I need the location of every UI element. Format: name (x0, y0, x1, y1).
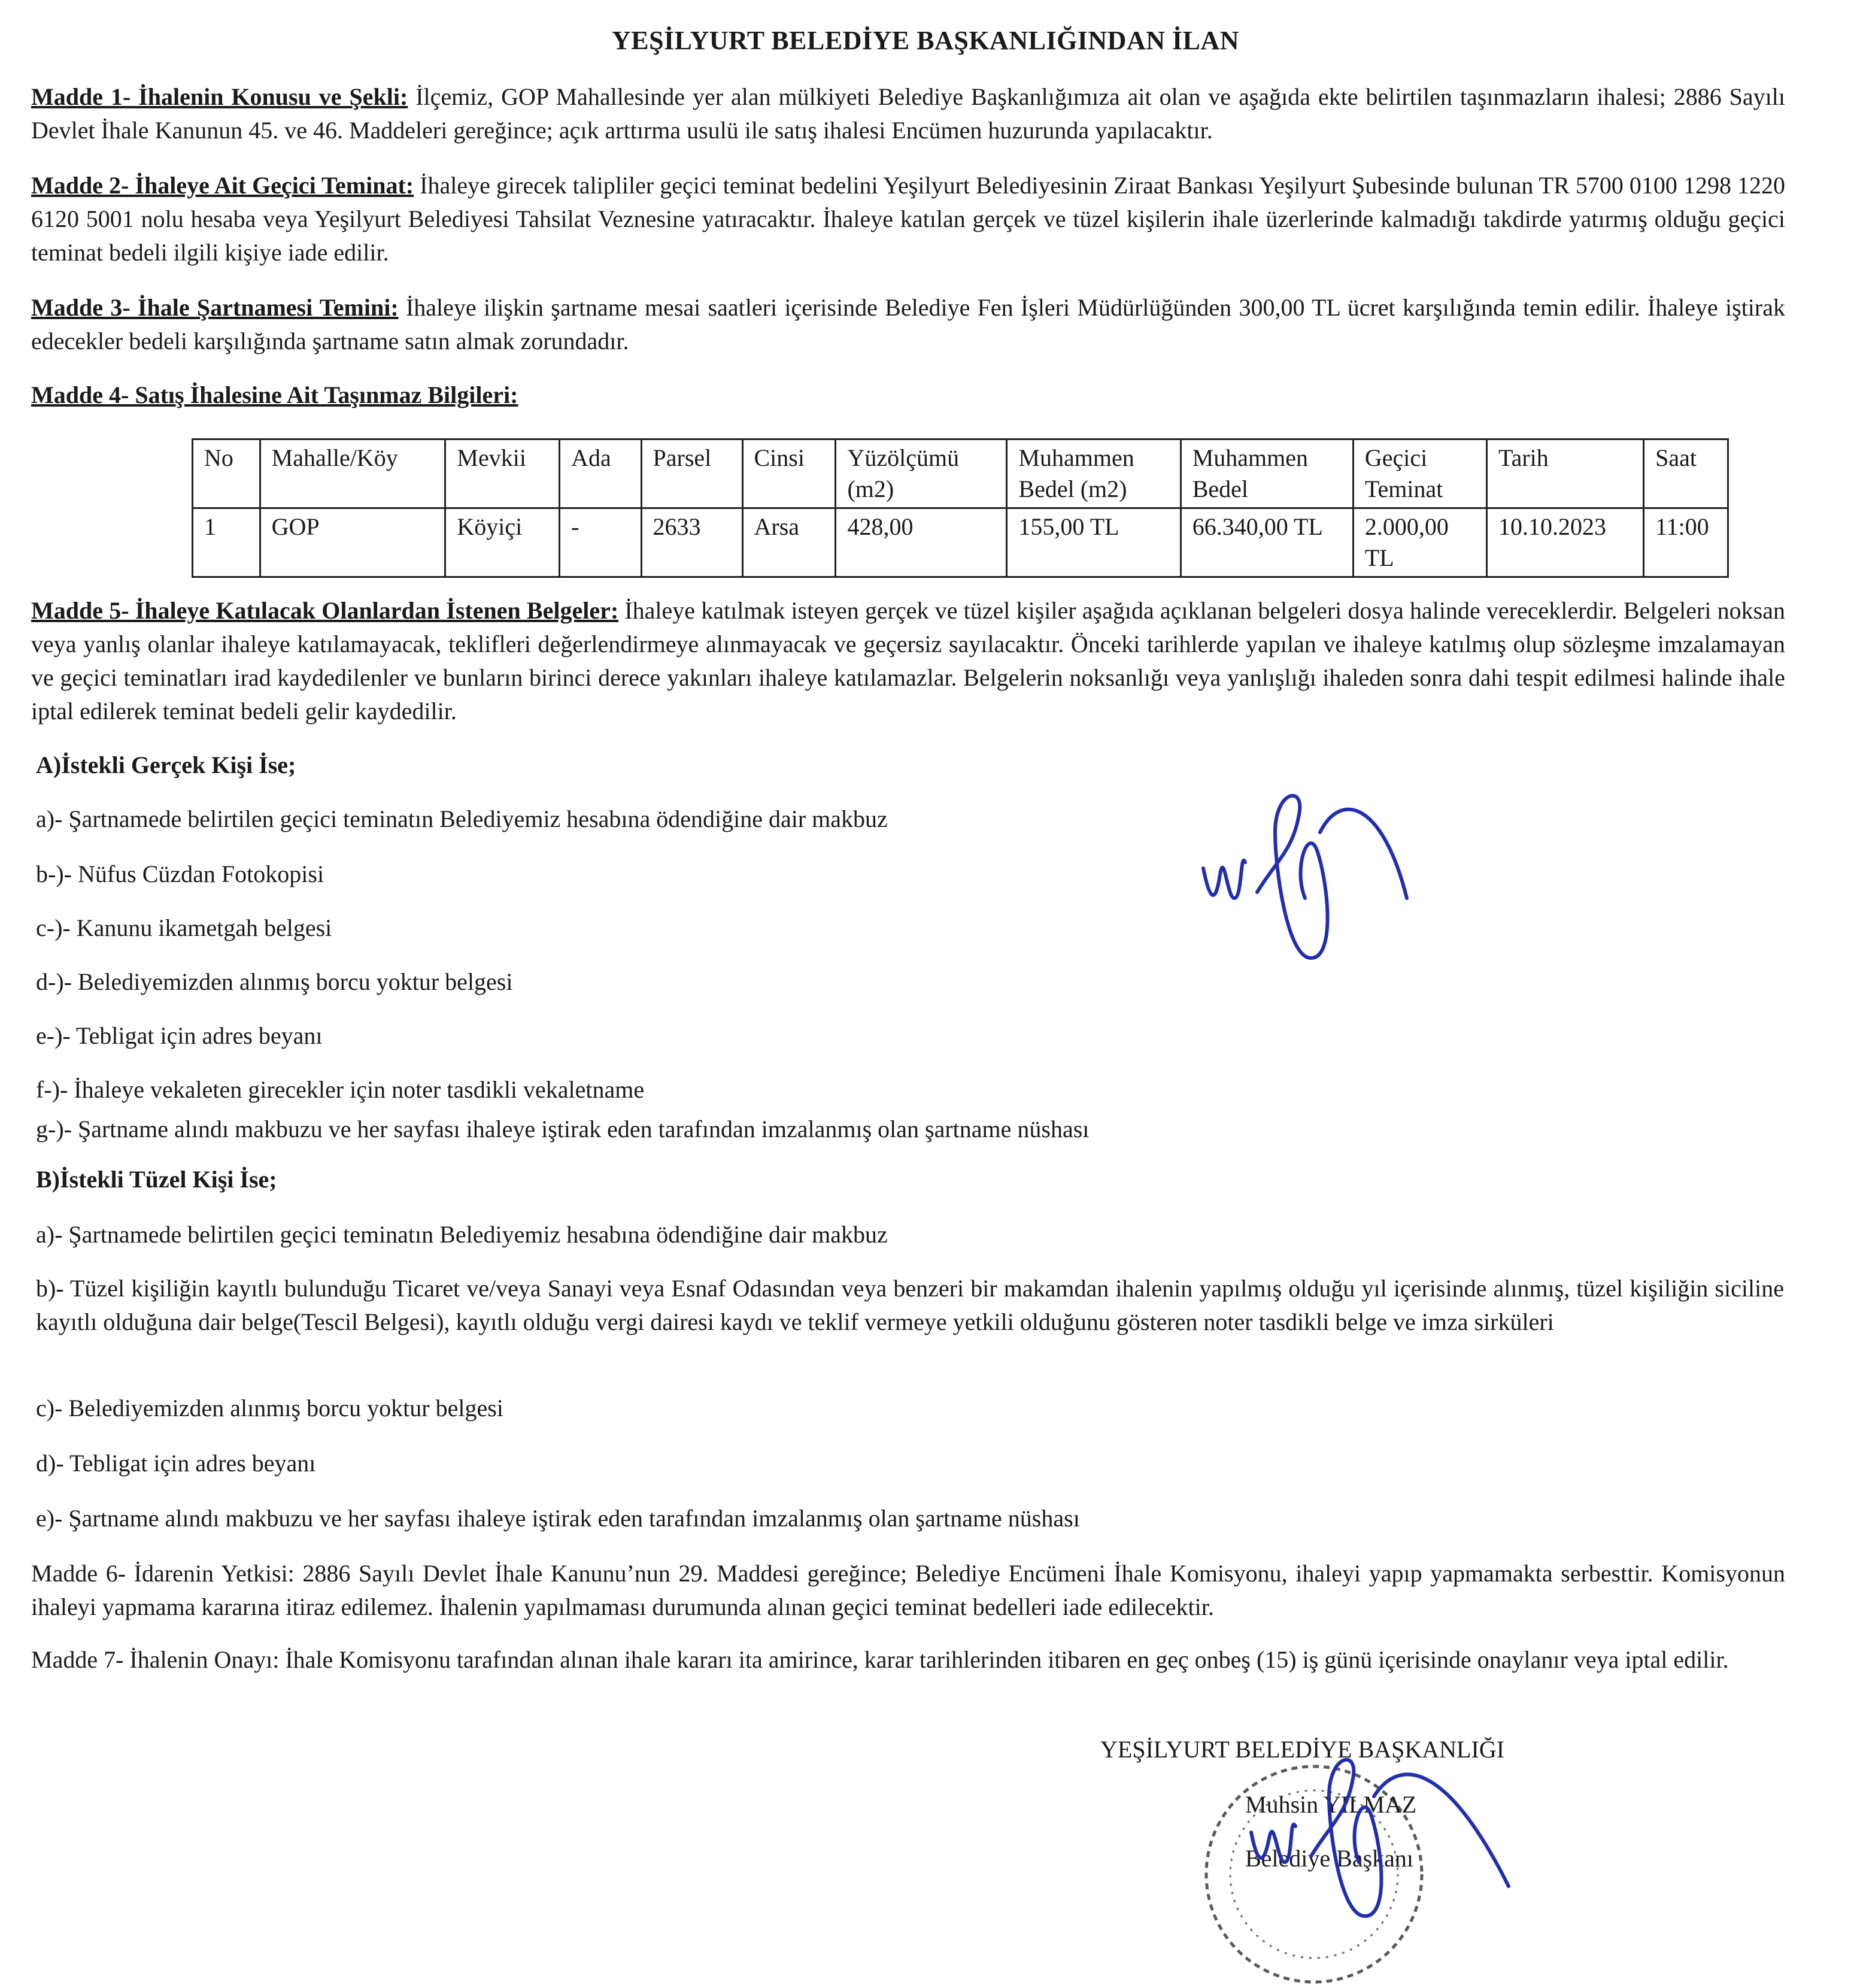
madde-1 (31, 80, 1785, 147)
cell-yuzolcumu: 428,00 (836, 508, 1007, 577)
madde-6: Madde 6- İdarenin Yetkisi: 2886 Sayılı Devlet İhale Kanunu’nun 29. Maddesi gereğince; Belediye Encümeni İhale Komisyonu, ihaleyi yapıp yapmamakta serbesttir. Komisyonun ihaleyi yapmama kararına itiraz edilemez. İhalenin yapılmaması durumunda alınan geçici teminat bedelleri iade edilecektir. (31, 1560, 1785, 1620)
cell-cinsi: Arsa (742, 508, 836, 577)
section-b-item: a)- Şartnamede belirtilen geçici teminatın Belediyemiz hesabına ödendiğine dair makbuz (36, 1221, 888, 1248)
header-muhammen-m2: Muhammen Bedel (m2) (1007, 440, 1181, 508)
madde-2 (31, 169, 1785, 269)
cell-mevkii: Köyiçi (445, 508, 560, 577)
cell-mahalle: GOP (260, 508, 445, 577)
cell-muhammen-m2: 155,00 TL (1007, 508, 1181, 577)
section-a-item: f-)- İhaleye vekaleten girecekler için noter tasdikli vekaletname (36, 1076, 645, 1103)
cell-saat: 11:00 (1644, 508, 1728, 577)
header-tarih: Tarih (1486, 440, 1643, 508)
section-a-item: b-)- Nüfus Cüzdan Fotokopisi (36, 860, 324, 887)
madde-1-text: İlçemiz, GOP Mahallesinde yer alan mülkiyeti Belediye Başkanlığımıza ait olan ve aşağıda ekte belirtilen taşınmazların ihalesi; 2886 Sayılı Devlet İhale Kanunun 45. ve 46. Maddeleri gereğince; açık arttırma usulü ile satış ihalesi Encümen huzurunda yapılacaktır. (31, 83, 1785, 144)
section-a-item: c-)- Kanunu ikametgah belgesi (36, 914, 332, 941)
header-teminat: Geçici Teminat (1353, 440, 1486, 508)
header-mahalle: Mahalle/Köy (260, 440, 445, 508)
footer-role: Belediye Başkanı (1245, 1845, 1414, 1872)
cell-parsel: 2633 (641, 508, 742, 577)
header-cinsi: Cinsi (742, 440, 836, 508)
header-yuzolcumu: Yüzölçümü (m2) (836, 440, 1007, 508)
section-a-heading: A)İstekli Gerçek Kişi İse; (36, 751, 296, 778)
cell-no: 1 (193, 508, 260, 577)
cell-teminat: 2.000,00 TL (1353, 508, 1486, 577)
madde-2-text: İhaleye girecek talipliler geçici teminat bedelini Yeşilyurt Belediyesinin Ziraat Bankası Yeşilyurt Şubesinde bulunan TR 5700 0100 1298 1220 6120 5001 nolu hesaba veya Yeşilyurt Belediyesi Tahsilat Veznesine yatıracaktır. İhaleye katılan gerçek ve tüzel kişilerin ihale üzerlerinde kalmadığı takdirde yatırmış olduğu geçici teminat bedeli ilgili kişiye iade edilir. (31, 172, 1785, 266)
madde-5-text: İhaleye katılmak isteyen gerçek ve tüzel kişiler aşağıda açıklanan belgeleri dosya halinde vereceklerdir. Belgeleri noksan veya yanlış olanlar ihaleye katılamayacak, teklifleri değerlendirmeye alınmayacak ve geçersiz sayılacaktır. Önceki tarihlerde yapılan ve ihaleye katılmış olup sözleşme imzalamayan ve geçici teminatları irad kaydedilenler ve bunların birinci derece yakınları ihaleye katılamazlar. Belgelerin noksanlığı veya yanlışlığı ihaleden sonra dahi tespit edilmesi halinde ihale iptal edilerek teminat bedeli gelir kaydedilir. (31, 597, 1785, 725)
section-b-item: d)- Tebligat için adres beyanı (36, 1450, 316, 1477)
madde-1-heading: Madde 1- İhalenin Konusu ve Şekli: (31, 83, 408, 110)
section-b-item: c)- Belediyemizden alınmış borcu yoktur belgesi (36, 1395, 503, 1422)
signature-image (1191, 778, 1419, 964)
section-b-heading: B)İstekli Tüzel Kişi İse; (36, 1166, 277, 1193)
table-row (193, 508, 1728, 577)
cell-muhammen: 66.340,00 TL (1181, 508, 1353, 577)
section-a-item: g-)- Şartname alındı makbuzu ve her sayfası ihaleye iştirak eden tarafından imzalanmış olan şartname nüshası (36, 1116, 1090, 1143)
header-no: No (193, 440, 260, 508)
section-b-item: b)- Tüzel kişiliğin kayıtlı bulunduğu Ticaret ve/veya Sanayi veya Esnaf Odasından veya benzeri bir makamdan ihalenin yapılmış olduğu yıl içerisinde alınmış, tüzel kişiliğin siciline kayıtlı olduğuna dair belge(Tescil Belgesi), kayıtlı olduğu vergi dairesi kaydı ve teklif vermeye yetkili olduğunu gösteren noter tasdikli belge ve imza sirküleri (36, 1275, 1784, 1335)
property-table (192, 438, 1729, 578)
section-a-item: e-)- Tebligat için adres beyanı (36, 1022, 323, 1049)
section-b-item: e)- Şartname alındı makbuzu ve her sayfası ihaleye iştirak eden tarafından imzalanmış olan şartname nüshası (36, 1505, 1080, 1532)
cell-tarih: 10.10.2023 (1486, 508, 1643, 577)
cell-ada: - (560, 508, 641, 577)
madde-7: Madde 7- İhalenin Onayı: İhale Komisyonu tarafından alınan ihale kararı ita amirince, karar tarihlerinden itibaren en geç onbeş (15) iş günü içerisinde onaylanır veya iptal edilir. (31, 1646, 1729, 1673)
madde-3 (31, 291, 1785, 358)
header-parsel: Parsel (641, 440, 742, 508)
section-a-item: d-)- Belediyemizden alınmış borcu yoktur belgesi (36, 968, 513, 995)
document-title: YEŞİLYURT BELEDİYE BAŞKANLIĞINDAN İLAN (611, 26, 1240, 55)
madde-2-heading: Madde 2- İhaleye Ait Geçici Teminat: (31, 172, 414, 199)
header-mevkii: Mevkii (445, 440, 560, 508)
madde-5 (31, 594, 1785, 728)
madde-3-heading: Madde 3- İhale Şartnamesi Temini: (31, 294, 399, 321)
signature-image (1227, 1748, 1527, 1928)
header-muhammen: Muhammen Bedel (1181, 440, 1353, 508)
table-header-row (193, 440, 1728, 508)
header-saat: Saat (1644, 440, 1728, 508)
footer-institution: YEŞİLYURT BELEDİYE BAŞKANLIĞI (1100, 1736, 1505, 1763)
footer-name: Muhsin YILMAZ (1245, 1791, 1417, 1818)
section-a-item: a)- Şartnamede belirtilen geçici teminatın Belediyemiz hesabına ödendiğine dair makbuz (36, 805, 888, 832)
madde-5-heading: Madde 5- İhaleye Katılacak Olanlardan İstenen Belgeler: (31, 597, 619, 624)
madde-3-text: İhaleye ilişkin şartname mesai saatleri içerisinde Belediye Fen İşleri Müdürlüğünden 300,00 TL ücret karşılığında temin edilir. İhaleye iştirak edecekler bedeli karşılığında şartname satın almak zorundadır. (31, 294, 1785, 354)
header-ada: Ada (560, 440, 641, 508)
madde-4-heading: Madde 4- Satış İhalesine Ait Taşınmaz Bilgileri: (31, 381, 518, 408)
